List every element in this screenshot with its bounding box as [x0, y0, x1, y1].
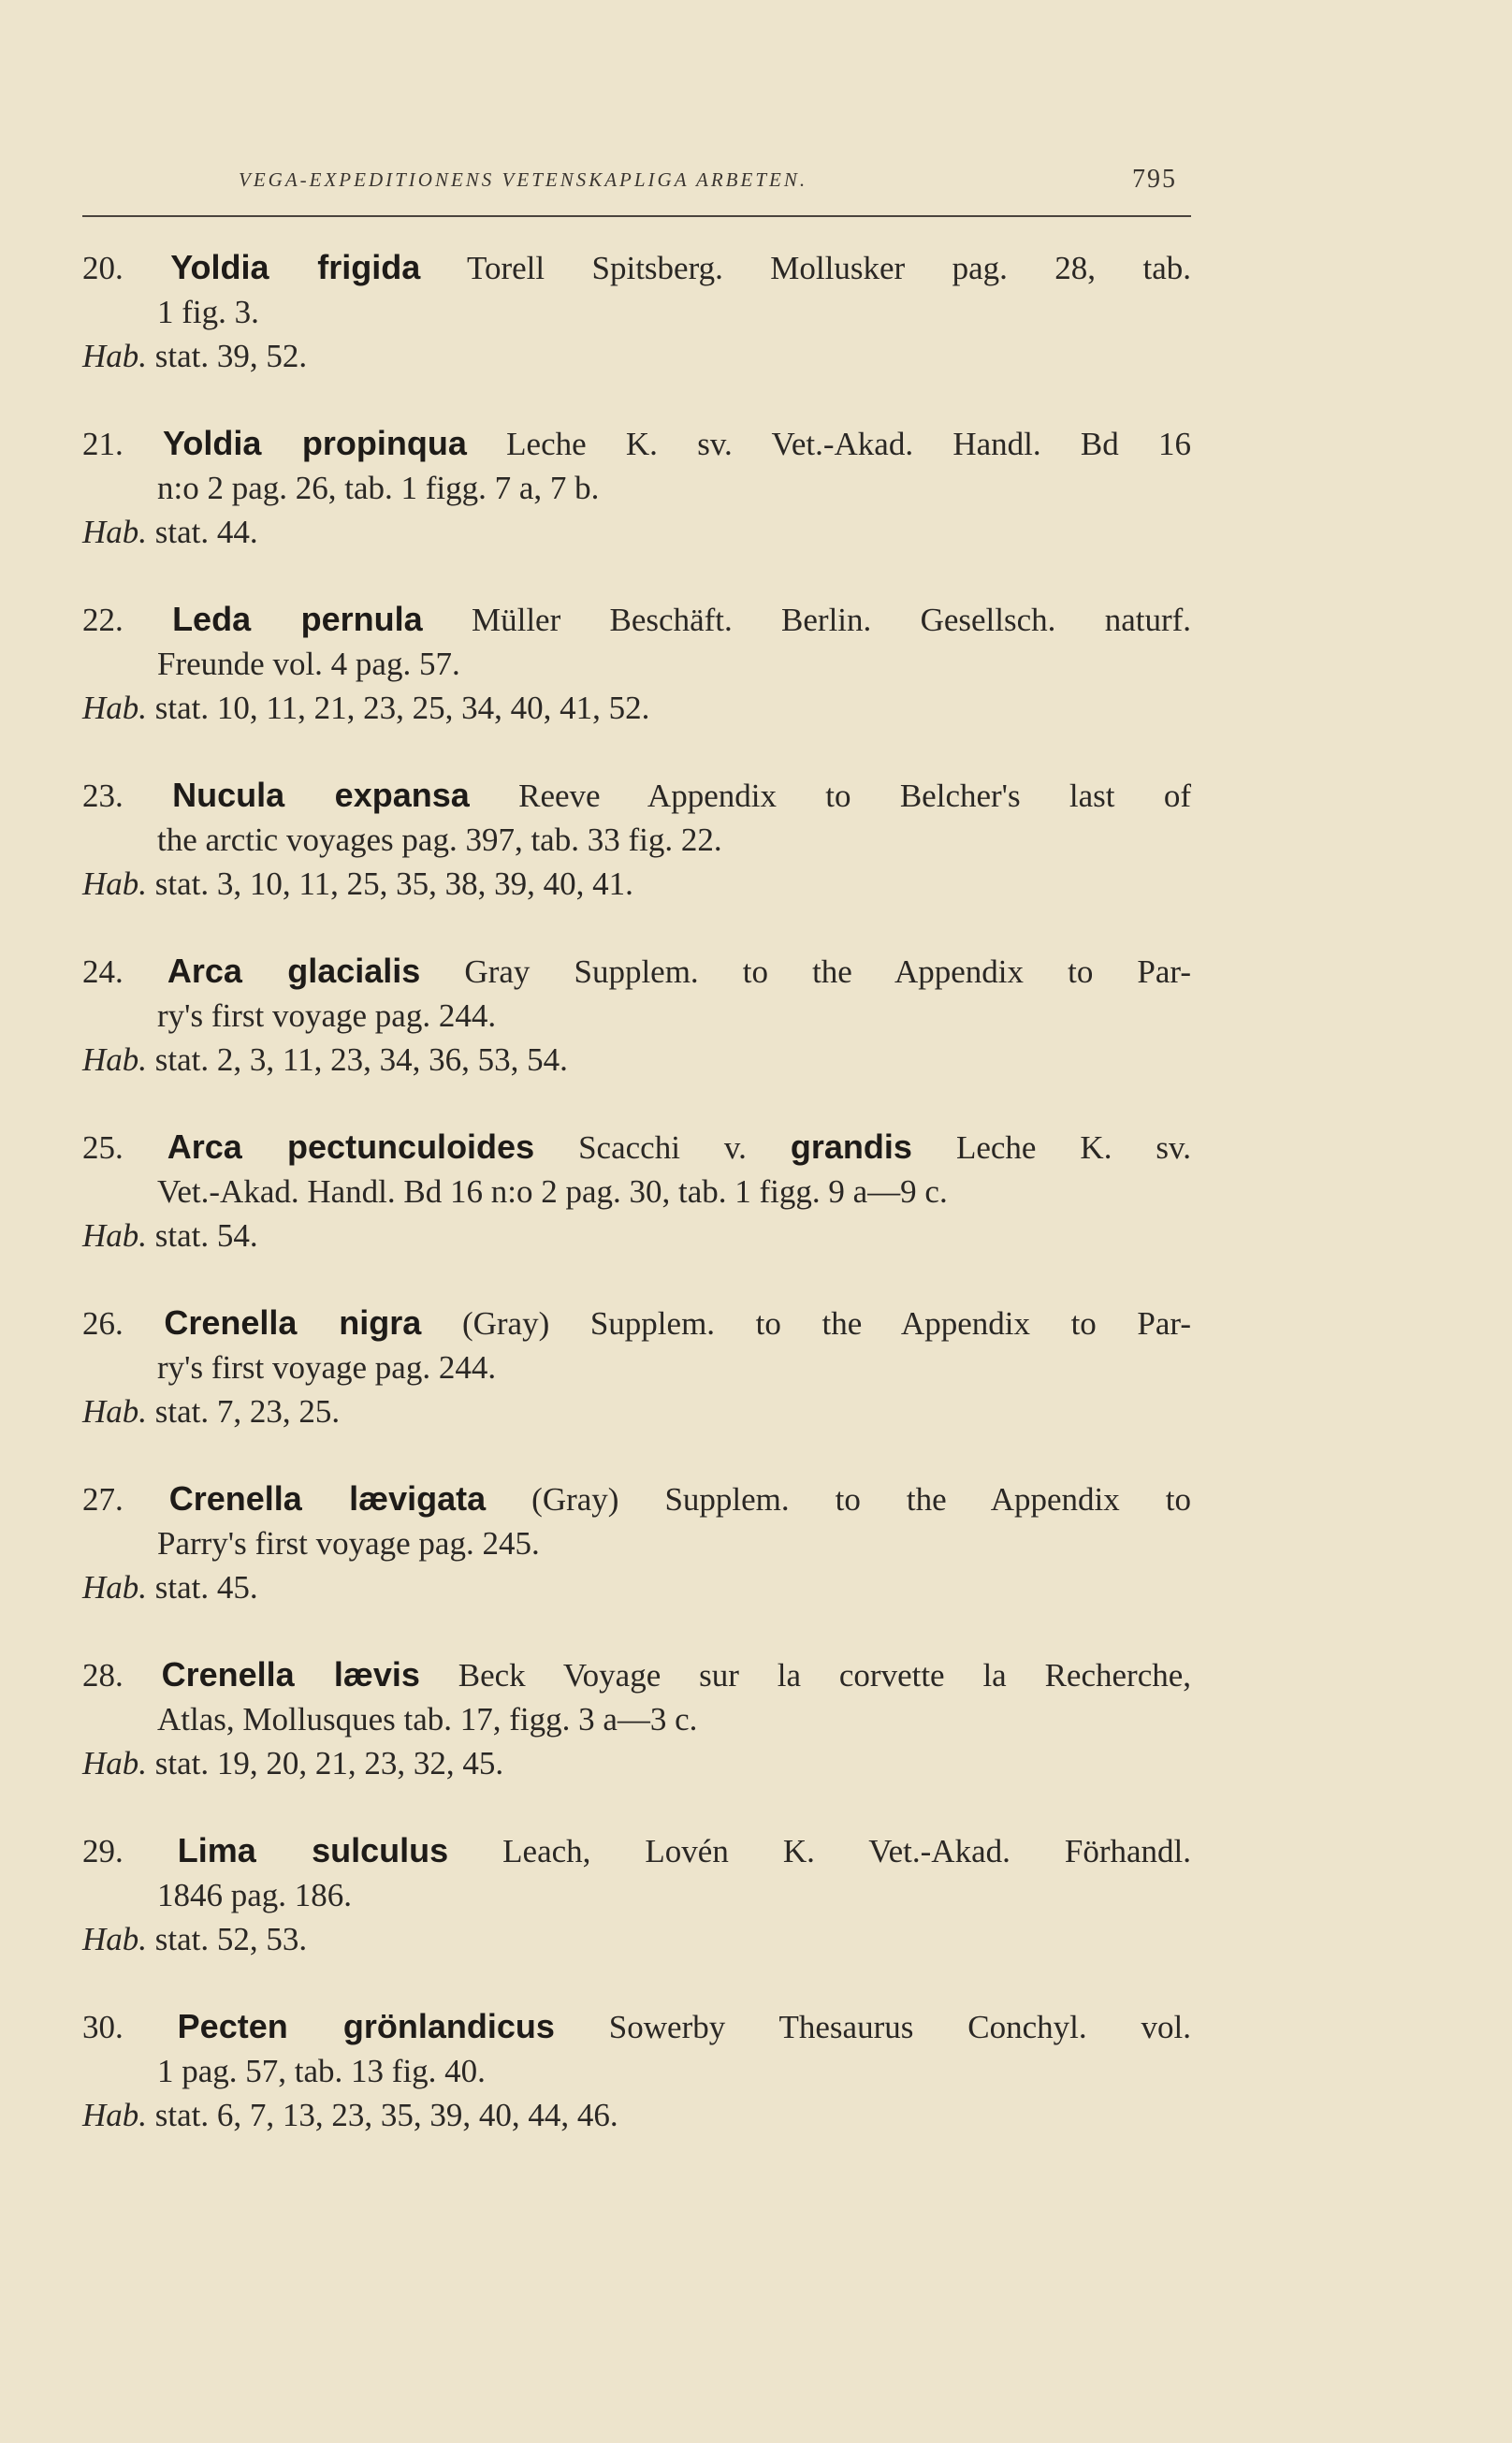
entry-number: 30.: [82, 2009, 124, 2045]
entry-number: 28.: [82, 1657, 124, 1694]
habitat-line: [82, 1917, 1191, 1961]
entry-first-line: [82, 1301, 1191, 1345]
header-rule: [82, 215, 1191, 217]
habitat-line: [82, 1389, 1191, 1433]
citation-author: Scacchi v.: [578, 1129, 747, 1166]
station-list: stat. 6, 7, 13, 23, 35, 39, 40, 44, 46.: [154, 2097, 618, 2133]
citation: Sowerby Thesaurus Conchyl. vol.: [608, 2009, 1191, 2045]
entry-first-line: [82, 1828, 1191, 1873]
species-entry: [82, 245, 1191, 378]
citation: Torell Spitsberg. Mollusker pag. 28, tab.: [467, 250, 1191, 286]
species-entry: [82, 597, 1191, 730]
citation-continuation: 1 fig. 3.: [157, 294, 259, 330]
species-entry: [82, 949, 1191, 1082]
citation-continuation: the arctic voyages pag. 397, tab. 33 fig. 22.: [157, 822, 722, 858]
hab-label: Hab.: [82, 2097, 148, 2133]
hab-label: Hab.: [82, 1041, 148, 1078]
entry-number: 22.: [82, 602, 124, 638]
citation-continuation: ry's first voyage pag. 244.: [157, 997, 497, 1034]
species-name: Pecten grönlandicus: [177, 2007, 555, 2045]
entry-number: 25.: [82, 1129, 124, 1166]
entry-first-line: [82, 421, 1191, 466]
species-name: Nucula expansa: [172, 776, 470, 814]
entry-number: 26.: [82, 1305, 124, 1342]
species-entry: [82, 1828, 1191, 1961]
station-list: stat. 7, 23, 25.: [154, 1393, 341, 1430]
habitat-line: [82, 334, 1191, 378]
species-name: Lima sulculus: [177, 1831, 449, 1869]
species-entry: [82, 1476, 1191, 1609]
species-entry: [82, 1125, 1191, 1258]
habitat-line: [82, 1565, 1191, 1609]
hab-label: Hab.: [82, 1569, 148, 1606]
entry-first-line: [82, 1476, 1191, 1521]
variety-name: grandis: [790, 1127, 912, 1166]
habitat-line: [82, 2093, 1191, 2137]
entry-first-line: [82, 2004, 1191, 2049]
citation: Reeve Appendix to Belcher's last of: [518, 778, 1191, 814]
citation: Beck Voyage sur la corvette la Recherche,: [458, 1657, 1192, 1694]
species-list: [82, 245, 1191, 2180]
citation-continuation: ry's first voyage pag. 244.: [157, 1349, 497, 1386]
station-list: stat. 10, 11, 21, 23, 25, 34, 40, 41, 52.: [154, 690, 650, 726]
hab-label: Hab.: [82, 1393, 148, 1430]
citation-continuation: Vet.-Akad. Handl. Bd 16 n:o 2 pag. 30, tab. 1 figg. 9 a—9 c.: [157, 1173, 948, 1210]
habitat-line: [82, 1741, 1191, 1785]
station-list: stat. 3, 10, 11, 25, 35, 38, 39, 40, 41.: [154, 865, 633, 902]
species-name: Leda pernula: [172, 600, 423, 638]
hab-label: Hab.: [82, 514, 148, 550]
page-number: 795: [1132, 165, 1177, 194]
entry-first-line: [82, 773, 1191, 818]
citation: Leche K. sv. Vet.-Akad. Handl. Bd 16: [506, 426, 1192, 462]
entry-first-line: [82, 1125, 1191, 1170]
station-list: stat. 54.: [154, 1217, 258, 1254]
station-list: stat. 2, 3, 11, 23, 34, 36, 53, 54.: [154, 1041, 568, 1078]
citation-continuation: Freunde vol. 4 pag. 57.: [157, 646, 460, 682]
species-name: Arca pectunculoides: [167, 1127, 535, 1166]
citation-continuation: n:o 2 pag. 26, tab. 1 figg. 7 a, 7 b.: [157, 470, 600, 506]
citation: Gray Supplem. to the Appendix to Par-: [464, 953, 1192, 990]
habitat-line: [82, 1214, 1191, 1258]
species-name: Crenella nigra: [164, 1303, 422, 1342]
citation-continuation: 1 pag. 57, tab. 13 fig. 40.: [157, 2053, 486, 2089]
species-entry: [82, 1652, 1191, 1785]
habitat-line: [82, 510, 1191, 554]
station-list: stat. 52, 53.: [154, 1921, 308, 1957]
hab-label: Hab.: [82, 1745, 148, 1781]
species-name: Yoldia frigida: [170, 248, 421, 286]
running-header: VEGA-EXPEDITIONENS VETENSKAPLIGA ARBETEN.: [239, 168, 808, 191]
habitat-line: [82, 1038, 1191, 1082]
entry-first-line: [82, 245, 1191, 290]
species-entry: [82, 2004, 1191, 2137]
species-entry: [82, 773, 1191, 906]
citation: Leach, Lovén K. Vet.-Akad. Förhandl.: [502, 1833, 1192, 1869]
habitat-line: [82, 686, 1191, 730]
entry-number: 23.: [82, 778, 124, 814]
hab-label: Hab.: [82, 1921, 148, 1957]
citation: (Gray) Supplem. to the Appendix to: [531, 1481, 1192, 1518]
entry-number: 29.: [82, 1833, 124, 1869]
hab-label: Hab.: [82, 865, 148, 902]
species-name: Arca glacialis: [167, 952, 421, 990]
citation-continuation: 1846 pag. 186.: [157, 1877, 353, 1913]
species-name: Crenella lævis: [161, 1655, 420, 1694]
station-list: stat. 44.: [154, 514, 258, 550]
entry-first-line: [82, 597, 1191, 642]
entry-number: 20.: [82, 250, 124, 286]
hab-label: Hab.: [82, 690, 148, 726]
hab-label: Hab.: [82, 1217, 148, 1254]
entry-number: 27.: [82, 1481, 124, 1518]
entry-number: 24.: [82, 953, 124, 990]
species-entry: [82, 421, 1191, 554]
entry-number: 21.: [82, 426, 124, 462]
species-name: Crenella lævigata: [168, 1479, 487, 1518]
species-name: Yoldia propinqua: [163, 424, 467, 462]
station-list: stat. 39, 52.: [154, 338, 308, 374]
entry-first-line: [82, 949, 1191, 994]
citation-continuation: Atlas, Mollusques tab. 17, figg. 3 a—3 c.: [157, 1701, 698, 1738]
hab-label: Hab.: [82, 338, 148, 374]
citation: Leche K. sv.: [955, 1129, 1192, 1166]
species-entry: [82, 1301, 1191, 1433]
citation-continuation: Parry's first voyage pag. 245.: [157, 1525, 540, 1562]
citation: Müller Beschäft. Berlin. Gesellsch. naturf.: [471, 602, 1192, 638]
entry-first-line: [82, 1652, 1191, 1697]
station-list: stat. 19, 20, 21, 23, 32, 45.: [154, 1745, 504, 1781]
station-list: stat. 45.: [154, 1569, 258, 1606]
citation: (Gray) Supplem. to the Appendix to Par-: [461, 1305, 1192, 1342]
habitat-line: [82, 862, 1191, 906]
